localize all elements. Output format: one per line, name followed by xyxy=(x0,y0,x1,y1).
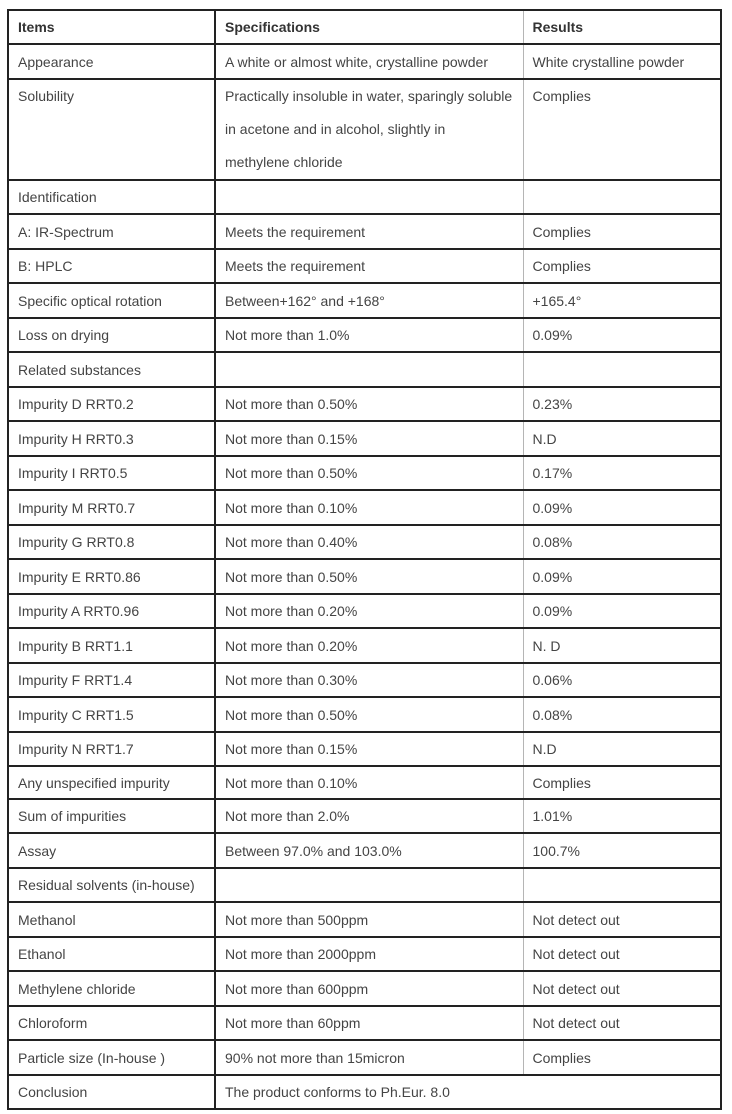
row-item: Impurity E RRT0.86 xyxy=(8,559,215,594)
row-item: Any unspecified impurity xyxy=(8,766,215,799)
row-result: 1.01% xyxy=(523,799,721,833)
conclusion-label: Conclusion xyxy=(8,1075,215,1109)
row-specification xyxy=(215,868,523,902)
row-result: 0.17% xyxy=(523,456,721,490)
table-row xyxy=(8,1040,721,1075)
row-result: Complies xyxy=(523,79,721,180)
row-specification: Not more than 0.15% xyxy=(215,732,523,766)
row-result: Not detect out xyxy=(523,937,721,971)
row-result: Not detect out xyxy=(523,1006,721,1040)
row-result: Not detect out xyxy=(523,902,721,937)
row-item: Loss on drying xyxy=(8,318,215,352)
row-item: Specific optical rotation xyxy=(8,283,215,318)
table-row xyxy=(8,902,721,937)
row-specification: Not more than 0.10% xyxy=(215,490,523,525)
table-row xyxy=(8,1006,721,1040)
row-specification: Not more than 0.20% xyxy=(215,628,523,663)
row-result: 0.09% xyxy=(523,490,721,525)
table-row xyxy=(8,732,721,766)
header-specifications: Specifications xyxy=(215,10,523,44)
row-result: +165.4° xyxy=(523,283,721,318)
table-row xyxy=(8,387,721,421)
row-specification xyxy=(215,180,523,214)
row-item: A: IR-Spectrum xyxy=(8,214,215,249)
row-item: Assay xyxy=(8,833,215,868)
table-row xyxy=(8,318,721,352)
row-result: Not detect out xyxy=(523,971,721,1006)
table-row xyxy=(8,421,721,456)
row-result: 0.09% xyxy=(523,559,721,594)
row-result: 0.23% xyxy=(523,387,721,421)
row-specification: Not more than 0.50% xyxy=(215,387,523,421)
table-row xyxy=(8,868,721,902)
row-specification: Not more than 1.0% xyxy=(215,318,523,352)
table-row xyxy=(8,663,721,697)
row-specification: 90% not more than 15micron xyxy=(215,1040,523,1075)
row-specification: Not more than 0.50% xyxy=(215,559,523,594)
row-specification: Not more than 2.0% xyxy=(215,799,523,833)
row-specification: Not more than 0.40% xyxy=(215,525,523,559)
table-row xyxy=(8,525,721,559)
row-specification: Not more than 2000ppm xyxy=(215,937,523,971)
table-row xyxy=(8,833,721,868)
row-item: Impurity F RRT1.4 xyxy=(8,663,215,697)
table-row xyxy=(8,352,721,387)
header-items: Items xyxy=(8,10,215,44)
conclusion-text: The product conforms to Ph.Eur. 8.0 xyxy=(215,1075,721,1109)
row-result xyxy=(523,868,721,902)
row-specification: Not more than 0.50% xyxy=(215,456,523,490)
row-result: N.D xyxy=(523,421,721,456)
row-item: Solubility xyxy=(8,79,215,180)
row-item: Methylene chloride xyxy=(8,971,215,1006)
row-specification: A white or almost white, crystalline powder xyxy=(215,44,523,79)
row-specification: Not more than 600ppm xyxy=(215,971,523,1006)
table-row xyxy=(8,79,721,180)
table-row xyxy=(8,628,721,663)
conclusion-row xyxy=(8,1075,721,1109)
table-row xyxy=(8,456,721,490)
table-row xyxy=(8,697,721,732)
table-header-row xyxy=(8,10,721,44)
table-body xyxy=(8,44,721,1075)
row-specification: Between+162° and +168° xyxy=(215,283,523,318)
row-specification: Meets the requirement xyxy=(215,214,523,249)
header-results: Results xyxy=(523,10,721,44)
table-row xyxy=(8,249,721,283)
table-row xyxy=(8,766,721,799)
row-item: Impurity G RRT0.8 xyxy=(8,525,215,559)
row-item: Identification xyxy=(8,180,215,214)
row-result xyxy=(523,180,721,214)
row-result: 0.09% xyxy=(523,594,721,628)
table-row xyxy=(8,283,721,318)
specification-table xyxy=(7,9,722,1110)
row-result: 0.08% xyxy=(523,525,721,559)
table-row xyxy=(8,937,721,971)
row-result: Complies xyxy=(523,249,721,283)
row-item: Impurity N RRT1.7 xyxy=(8,732,215,766)
row-item: B: HPLC xyxy=(8,249,215,283)
row-result: Complies xyxy=(523,214,721,249)
row-specification: Meets the requirement xyxy=(215,249,523,283)
table-row xyxy=(8,594,721,628)
row-item: Impurity M RRT0.7 xyxy=(8,490,215,525)
table-row xyxy=(8,490,721,525)
row-item: Impurity C RRT1.5 xyxy=(8,697,215,732)
row-item: Impurity H RRT0.3 xyxy=(8,421,215,456)
table-row xyxy=(8,180,721,214)
row-specification: Between 97.0% and 103.0% xyxy=(215,833,523,868)
row-item: Related substances xyxy=(8,352,215,387)
row-specification: Not more than 0.10% xyxy=(215,766,523,799)
row-item: Impurity B RRT1.1 xyxy=(8,628,215,663)
row-specification: Not more than 0.20% xyxy=(215,594,523,628)
table-row xyxy=(8,559,721,594)
row-item: Impurity A RRT0.96 xyxy=(8,594,215,628)
row-specification: Not more than 0.15% xyxy=(215,421,523,456)
row-specification: Not more than 500ppm xyxy=(215,902,523,937)
row-item: Ethanol xyxy=(8,937,215,971)
row-result: 100.7% xyxy=(523,833,721,868)
row-result: 0.06% xyxy=(523,663,721,697)
row-item: Impurity D RRT0.2 xyxy=(8,387,215,421)
row-result: Complies xyxy=(523,1040,721,1075)
row-item: Particle size (In-house ) xyxy=(8,1040,215,1075)
row-result: White crystalline powder xyxy=(523,44,721,79)
row-result: Complies xyxy=(523,766,721,799)
table-row xyxy=(8,971,721,1006)
row-item: Appearance xyxy=(8,44,215,79)
row-result xyxy=(523,352,721,387)
row-specification: Not more than 0.50% xyxy=(215,697,523,732)
row-specification: Not more than 60ppm xyxy=(215,1006,523,1040)
row-result: N.D xyxy=(523,732,721,766)
table-row xyxy=(8,214,721,249)
row-specification: Practically insoluble in water, sparingly soluble in acetone and in alcohol, slightly in methylene chloride xyxy=(215,79,523,180)
row-specification: Not more than 0.30% xyxy=(215,663,523,697)
row-specification xyxy=(215,352,523,387)
row-item: Sum of impurities xyxy=(8,799,215,833)
table-row xyxy=(8,799,721,833)
row-item: Chloroform xyxy=(8,1006,215,1040)
row-item: Residual solvents (in-house) xyxy=(8,868,215,902)
table-row xyxy=(8,44,721,79)
row-result: N. D xyxy=(523,628,721,663)
row-item: Impurity I RRT0.5 xyxy=(8,456,215,490)
row-item: Methanol xyxy=(8,902,215,937)
row-result: 0.09% xyxy=(523,318,721,352)
row-result: 0.08% xyxy=(523,697,721,732)
